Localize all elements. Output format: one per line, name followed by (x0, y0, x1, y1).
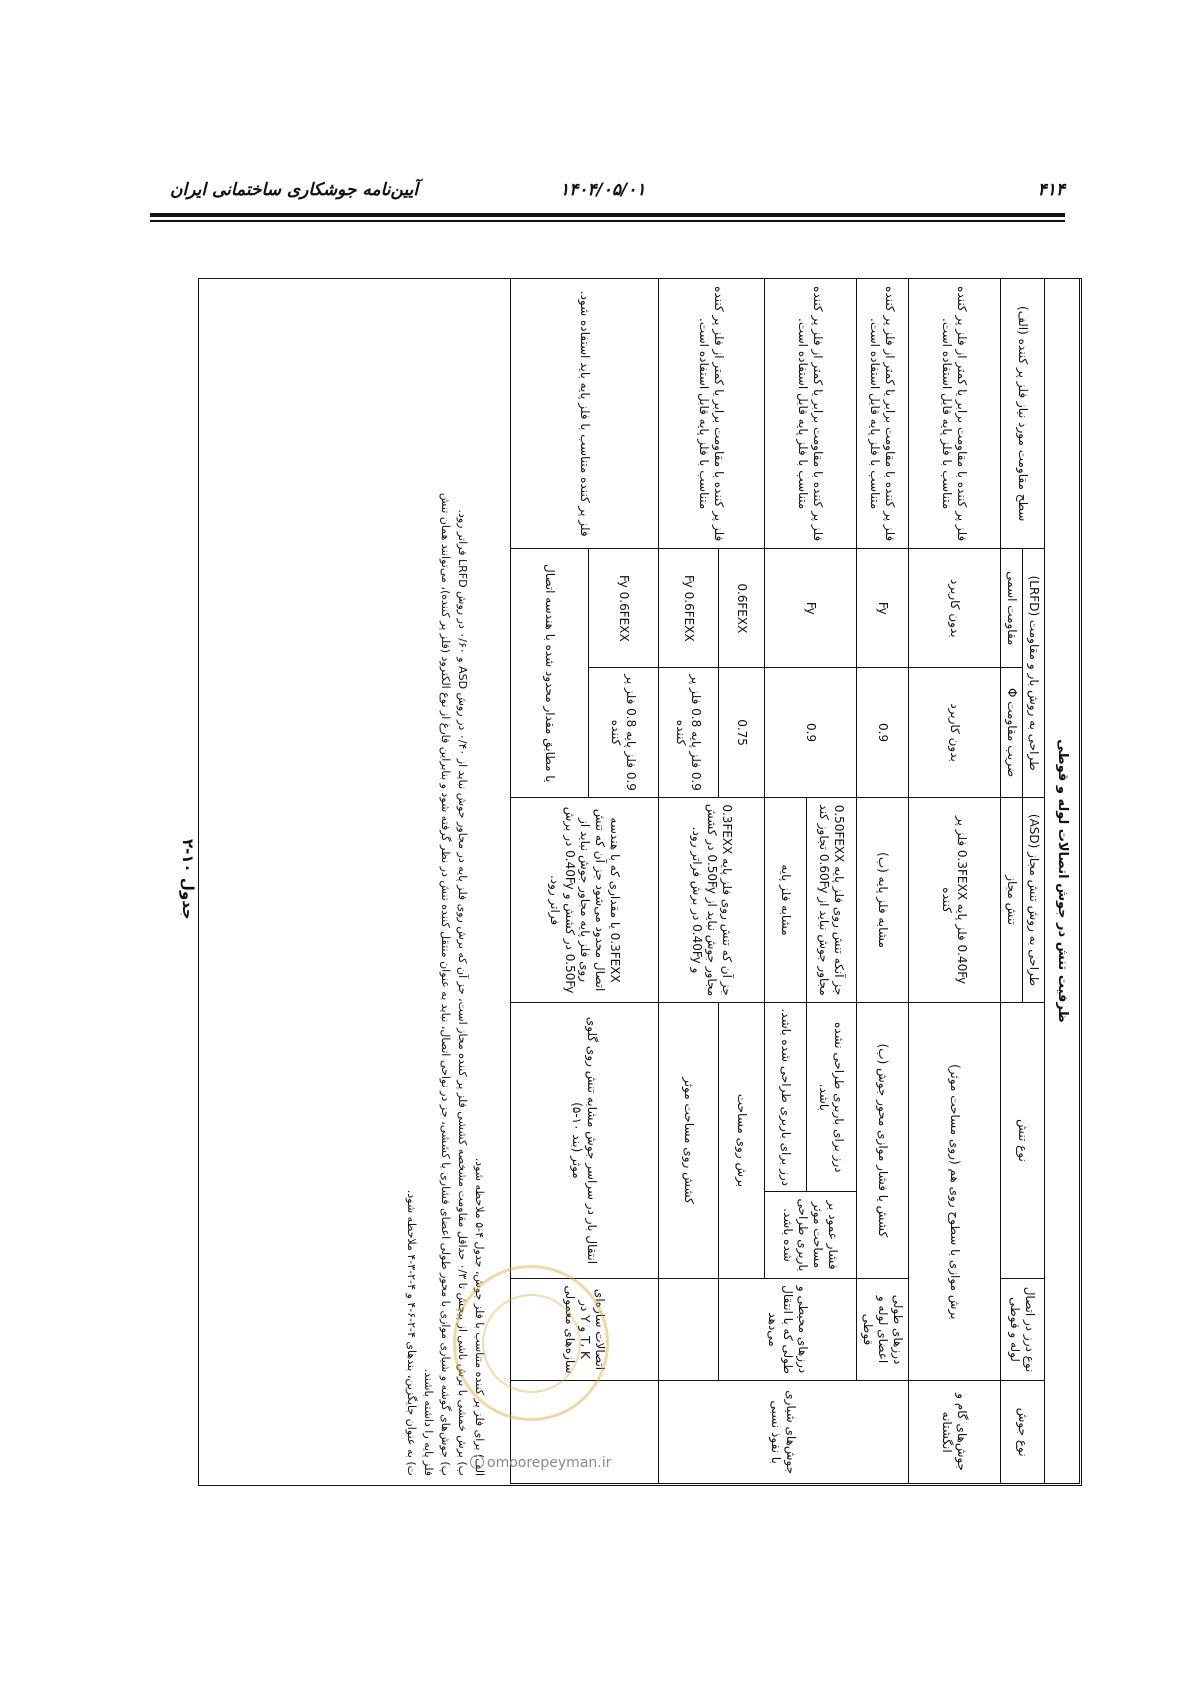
watermark-url (470, 1455, 611, 1471)
cell-tky-nominal: Fy 0.6FEXX (589, 549, 659, 668)
cell-fillet-nominal: بدون کاربرد (909, 549, 1001, 668)
cell-shear-nominal: 0.6FEXX (719, 549, 765, 668)
cell-tension-joint (659, 1278, 719, 1381)
at-icon (470, 1455, 484, 1469)
col-asd: طراحی به روش تنش مجاز (ASD) (1023, 797, 1045, 1002)
cell-comp-b: درز برای باربری طراحی شده باشد. (765, 1003, 807, 1192)
book-title: آیین‌نامه جوشکاری ساختمانی ایران (170, 180, 419, 200)
col-filler: سطح مقاومت مورد نیاز فلز پر کننده (الف) (1001, 279, 1045, 549)
note-c: پ) جوش‌های گوشه و شیاری موازی با محور طولی اعضای فشاری یا کششی، جز در نواحی اتصال، نباید به عنوان منتقل کننده تنش در نظر گرفته شود و بنابراین فارغ از نوع الکترود (فلز پر کننده)، می‌توانند همان تنش (438, 492, 452, 1476)
cell-long-nominal: Fy (857, 549, 909, 668)
header-rule-thin (150, 220, 1065, 222)
note-d: ت) به عنوان جایگزین، بندهای ۴-۲-۶-۴ و ۴-۲-۳-۴ ملاحظه شود. (404, 1189, 418, 1476)
cell-tension-phi: 0.9 فلز پایه 0.8 فلز پر کننده (659, 668, 719, 798)
cell-fillet-stress: برش موازی با سطوح روی هم (روی مساحت موثر) (909, 1003, 1001, 1381)
cell-fillet-weld-type: جوش‌های گام و انگشتانه (909, 1381, 1001, 1484)
cell-tension-stress: کشش روی مساحت موثر (659, 1003, 719, 1279)
cell-groove-weld-type: جوش‌های شیاری با نفوذ نسبی (659, 1381, 909, 1484)
watermark-seal (453, 1265, 609, 1421)
cell-long-filler: فلز پر کننده با مقاومت برابر یا کمتر از فلز پر کننده متناسب با فلز پایه قابل استفاده است. (857, 279, 909, 549)
cell-comp-nominal: Fy (765, 549, 857, 668)
page-date: ۱۴۰۴/۰۵/۰۱ (560, 180, 646, 200)
cell-shear-stress: برش روی مساحت (719, 1003, 765, 1279)
cell-tky-stress: انتقال بار در سراسر جوش مشابه تنش روی گلوی موثر (بند ۱۰-۵) (511, 1003, 659, 1279)
cell-comp-stress: فشار عمود بر مساحت موثر باربری طراحی شده باشد. (765, 1192, 857, 1278)
rotated-table-container (198, 278, 1080, 1484)
cell-long-stress: کشش یا فشار موازی محور جوش (ب) (857, 1003, 909, 1279)
cell-comp-phi: 0.9 (765, 668, 857, 798)
cell-comp-filler: فلز پر کننده با مقاومت برابر یا کمتر از فلز پر کننده متناسب با فلز پایه قابل استفاده است. (765, 279, 857, 549)
table-title: ظرفیت تنش در جوش اتصالات لوله و قوطی (1045, 279, 1080, 1484)
cell-tky-lrfd-geom: یا مطابق مقدار محدود شده با هندسه اتصال (511, 549, 589, 798)
col-nominal: مقاومت اسمی (1001, 549, 1023, 668)
cell-comp-b-asd: مشابه فلز پایه (765, 797, 807, 1002)
col-joint-type: نوع درز در اتصال لوله و قوطی (1001, 1278, 1045, 1381)
cell-fillet-phi: بدون کاربرد (909, 668, 1001, 798)
col-allowable-stress: تنش مجاز (1001, 797, 1023, 1002)
table-caption: جدول ۱۰-۲ (179, 839, 197, 920)
cell-tky-filler: فلز پر کننده متناسب با فلز پایه باید استفاده شود. (511, 279, 659, 549)
cell-tky-phi: 0.9 فلز پایه 0.8 فلز پر کننده (589, 668, 659, 798)
cell-shear-asd: جز آن که تنش روی فلز پایه 0.3FEXX مجاور جوش نباید از 0.50Fy در کشش و 0.40Fy در برش فراتر رود. (659, 797, 765, 1002)
watermark-url-text: omoorepeyman.ir (487, 1455, 612, 1471)
cell-comp-a: درز برای باربری طراحی نشده باشد. (807, 1003, 857, 1192)
page-number: ۴۱۴ (1037, 180, 1065, 200)
cell-long-phi: 0.9 (857, 668, 909, 798)
cell-fillet-filler: فلز پر کننده با مقاومت برابر یا کمتر از فلز پر کننده متناسب با فلز پایه قابل استفاده است. (909, 279, 1001, 549)
cell-tky-asd: 0.3FEXX یا مقداری که با هندسه اتصال محدود می‌شود جز آن که تنش روی فلز پایه مجاور جوش نباید از 0.50Fy در کشش و 0.40Fy در برش فراتر رود. (511, 797, 659, 1002)
col-lrfd: طراحی به روش بار و مقاومت (LRFD) (1023, 549, 1045, 798)
cell-comp-a-asd: جز آنکه تنش روی فلز پایه 0.50FEXX مجاور جوش نباید از 0.60Fy تجاوز کند (807, 797, 857, 1002)
cell-tky-joint: اتصالات سازه‌ای T، K و Y در سازه‌های معمولی (511, 1278, 659, 1381)
col-stress-type: نوع تنش (1001, 1003, 1045, 1279)
cell-circ-joint: درزهای محیطی و طولی که با انتقال می‌دهد (719, 1278, 857, 1381)
cell-shear-phi: 0.75 (719, 668, 765, 798)
note-b: ب) برش خمشی با برش ناشی از پیچش تا ۰/۳ حداقل مقاومت مشخصه کششی فلز پر کننده مجاز است، جز آن که برش روی فلز پایه در مجاور جوش نباید از ۰/۴۰ در روش ASD و ۰/۶۰ در روش LRFD فراتر رود. (455, 509, 469, 1476)
cell-long-joint: درزهای طولی اعضای لوله و قوطی (857, 1278, 909, 1381)
page-header (150, 180, 1065, 202)
note-a: الف) برای فلز پر کننده متناسب با فلز جوش، جدول ۴-۵ ملاحظه شود. (473, 1157, 486, 1476)
cell-shear-filler: فلز پر کننده با مقاومت برابر یا کمتر از فلز پر کننده متناسب با فلز پایه قابل استفاده است. (659, 279, 765, 549)
note-c-cont: فلز پایه را داشته باشند. (421, 1368, 435, 1476)
cell-fillet-asd: 0.40Fy فلز پایه 0.3FEXX فلز پر کننده (909, 797, 1001, 1002)
cell-tension-nominal: Fy 0.6FEXX (659, 549, 719, 668)
header-rule-thick (150, 213, 1065, 217)
cell-long-asd: مشابه فلز پایه (ب) (857, 797, 909, 1002)
col-weld-type: نوع جوش (1001, 1381, 1045, 1484)
col-phi: ضریب مقاومت Φ (1001, 668, 1023, 798)
watermark-seal-inner (482, 1294, 581, 1393)
